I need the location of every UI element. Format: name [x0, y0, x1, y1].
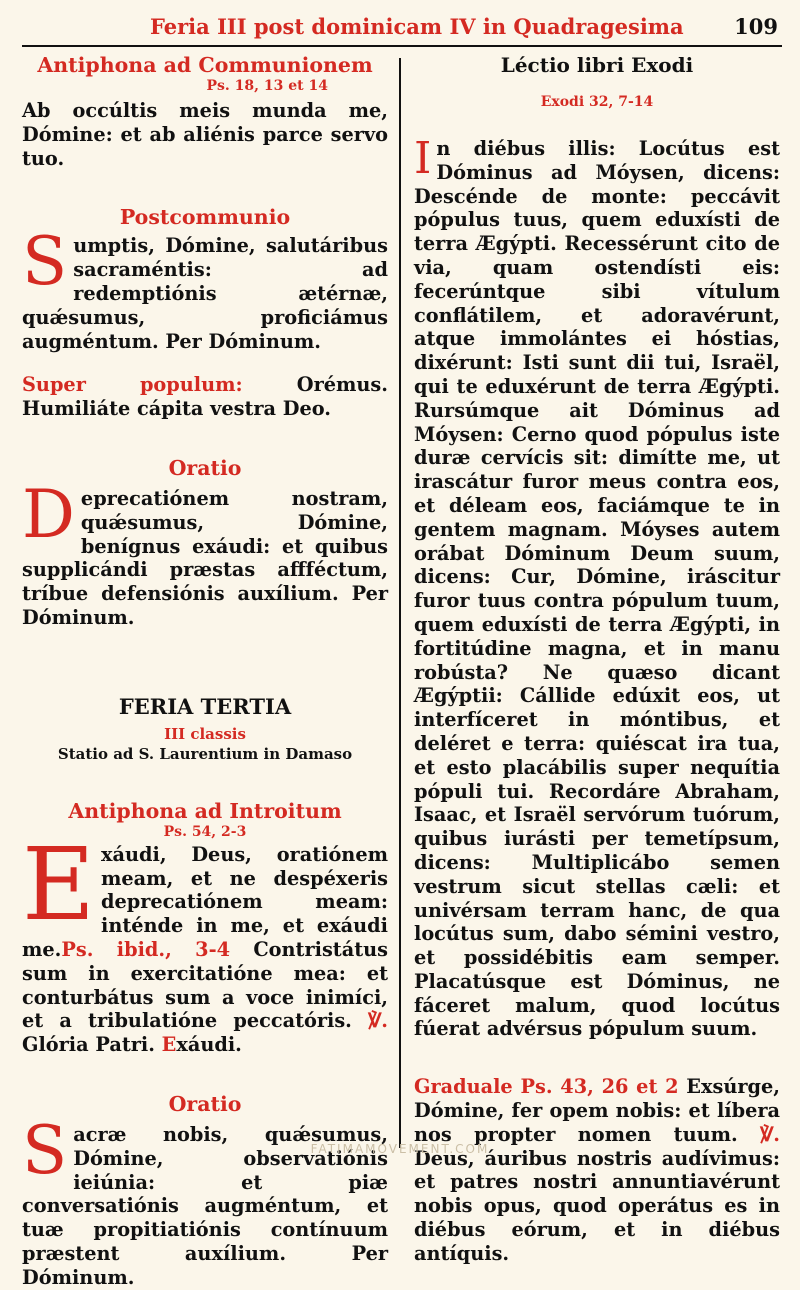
- page-header: [0, 0, 800, 46]
- introit-heading: Antiphona ad Introitum: [68, 798, 342, 823]
- postcommunio-block: [22, 223, 388, 353]
- gradual-label: Graduale Ps. 43, 26 et 2: [414, 1075, 679, 1099]
- super-populum-label: Super populum:: [22, 373, 243, 397]
- page-number: 109: [734, 14, 778, 39]
- lesson-block: [414, 133, 780, 1041]
- gradual-versicle: ℣.: [760, 1122, 780, 1146]
- oratio2-initial: S: [22, 1111, 68, 1189]
- lesson-ref: Exodi 32, 7-14: [540, 94, 654, 110]
- introit-repeat-text: xáudi.: [176, 1033, 242, 1057]
- introit-repeat-initial: E: [161, 1033, 177, 1057]
- introit-psalm-ref: Ps. ibid., 3-4: [61, 937, 230, 961]
- postcommunio-text: umptis, Dómine, salutáribus sacraméntis: ad redemptiónis ætérnæ, quǽsumus, proficiámus augméntum. Per Dóminum.: [22, 234, 388, 353]
- oratio1-text: eprecatiónem nostram, quǽsumus, Dómine, benígnus exáudi: et quibus supplicándi præstas affféctum, tríbue defensiónis auxílium. Per Dóminum.: [22, 486, 388, 629]
- feria-statio: Statio ad S. Laurentium in Damaso: [57, 744, 353, 763]
- right-column: [414, 52, 780, 1266]
- oratio2-text: acræ nobis, quǽsumus, Dómine, observatiónis ieiúnia: et piæ conversatiónis augméntum, et tuæ propitiatiónis contínuum præstent auxílium. Per Dóminum.: [22, 1122, 388, 1289]
- header-rule: [22, 45, 782, 47]
- communion-text: Ab occúltis meis munda me, Dómine: et ab aliénis parce servo tuo.: [22, 99, 388, 170]
- super-populum-block: [22, 373, 388, 421]
- oratio1-heading: Oratio: [168, 455, 242, 480]
- lesson-text: n diébus illis: Locútus est Dóminus ad Móysen, dicens: Descénde de monte: peccávit pópulus tuus, quem eduxísti de terra Ægýpti. Recessérunt cito de via, quam ostendísti eis: fecerúntque sibi vítulum conflátilem, et adoravérunt, atque immolántes ei hóstias, dixérunt: Isti sunt dii tui, Israël, qui te eduxérunt de terra Ægýpti. Rursúmque ait Dóminus ad Móysen: Cerno quod pópulus iste duræ cervícis sit: dimítte me, ut irascátur furor meus contra eos, et déleam eos, faciámque te in gentem magnam. Móyses autem orábat Dóminum Deum suum, dicens: Cur, Dómine, iráscitur furor tuus contra pópulum tuum, quem eduxísti de terra Ægýpti, in fortitúdine magna, et in manu robústa? Ne quæso dicant Ægýptii: Cállide edúxit eos, ut interfíceret in móntibus, et deléret e terra: quiéscat ira tua, et esto placábilis super nequítia pópuli tui. Recordáre Abraham, Isaac, et Israël servórum tuórum, quibus iurásti per temetípsum, dicens: Multiplicábo semen vestrum sicut stellas cæli: et univérsam terram hanc, de qua locútus sum, dabo sémini vestro, et possidébitis eam semper. Placatúsque est Dóminus, ne fáceret malum, quod locútus fúerat advérsus pópulum suum.: [414, 137, 780, 1041]
- lesson-heading: Léctio libri Exodi: [500, 53, 694, 77]
- introit-text: xáudi, Deus, oratiónem meam, et ne despéxeris deprecatiónem meam: inténde in me, et exáudi me.: [22, 842, 388, 961]
- lesson-initial: I: [414, 133, 432, 184]
- postcommunio-initial: S: [22, 223, 68, 301]
- introit-psalm-text: Contristátus sum in exercitatióne mea: et conturbátus sum a voce inimíci, et a tribulatióne peccatóris.: [22, 937, 388, 1033]
- page-title: Feria III post dominicam IV in Quadragesima: [150, 14, 684, 39]
- introit-gloria: Glória Patri.: [22, 1033, 162, 1057]
- introit-versicle: ℣.: [368, 1009, 388, 1033]
- gradual-text2: Deus, áuribus nostris audívimus: et patres nostri annuntiavérunt nobis opus, quod operátus es in diébus eórum, et in diébus antíquis.: [414, 1146, 780, 1265]
- feria-class: III classis: [164, 724, 246, 743]
- oratio1-block: [22, 475, 388, 630]
- communion-heading: Antiphona ad Communionem: [37, 53, 373, 77]
- postcommunio-heading: Postcommunio: [119, 205, 291, 230]
- column-divider: [399, 58, 401, 1148]
- gradual-block: [414, 1075, 780, 1265]
- introit-initial: E: [22, 825, 95, 943]
- oratio2-heading: Oratio: [168, 1091, 242, 1116]
- feria-title: FERIA TERTIA: [118, 693, 292, 719]
- watermark: FATIMAMOVEMENT.COM: [310, 1142, 490, 1156]
- communion-ref: Ps. 18, 13 et 14: [206, 78, 328, 94]
- gradual-text: Exsúrge, Dómine, fer opem nobis: et líbera nos propter nomen tuum.: [414, 1075, 780, 1146]
- oratio1-initial: D: [22, 475, 75, 553]
- super-populum-text: Orémus. Humiliáte cápita vestra Deo.: [22, 373, 388, 421]
- left-column: [22, 52, 388, 1290]
- introit-ref: Ps. 54, 2-3: [163, 823, 247, 840]
